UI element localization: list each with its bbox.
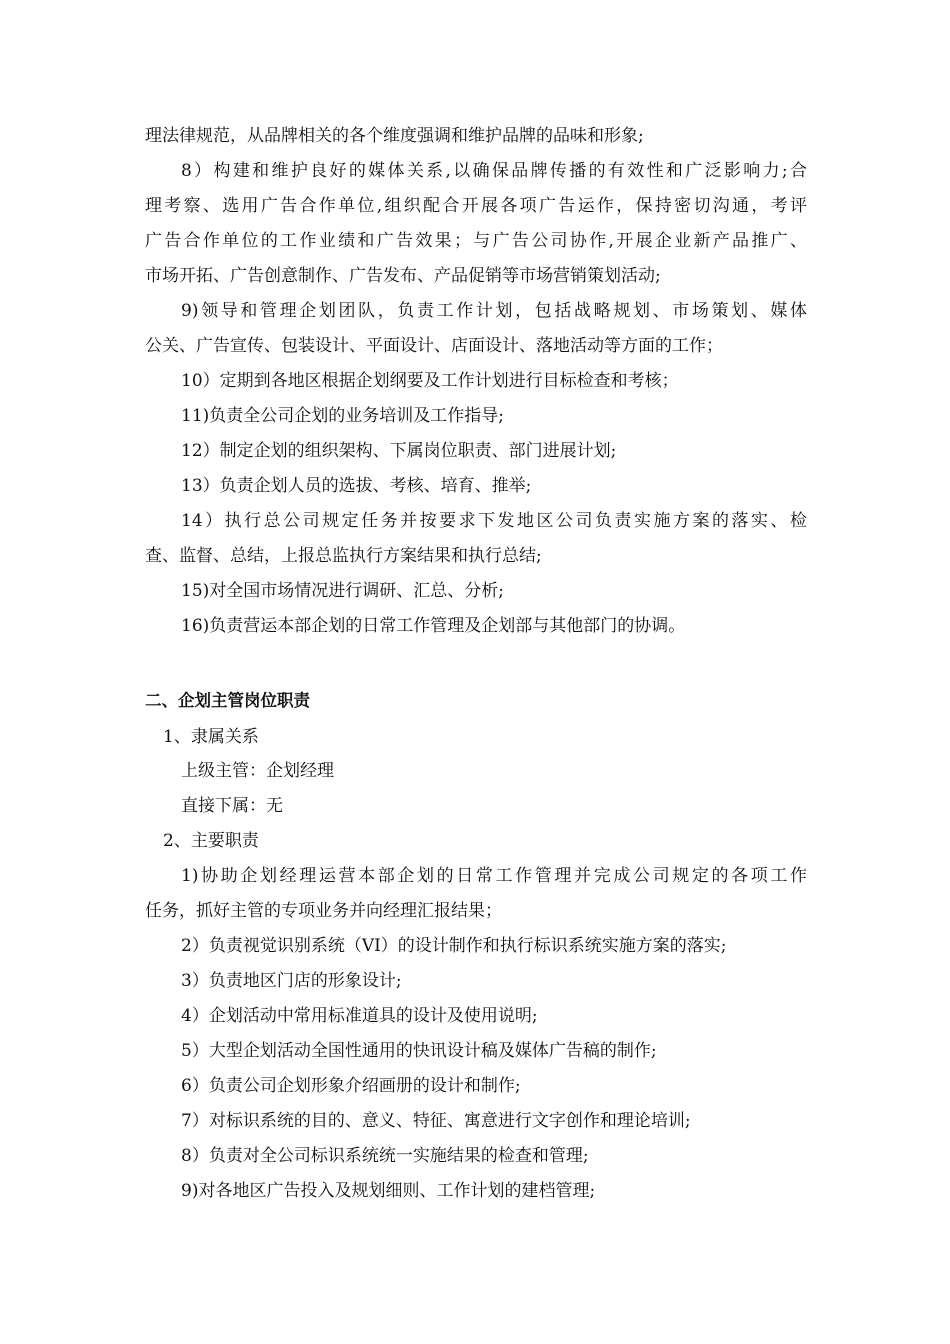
paragraph-line: 13）负责企划人员的选拔、考核、培育、推举; <box>181 476 532 496</box>
paragraph-line: 8）构建和维护良好的媒体关系,以确保品牌传播的有效性和广泛影响力;合 <box>181 161 807 181</box>
paragraph-line: 2）负责视觉识别系统（VI）的设计制作和执行标识系统实施方案的落实; <box>181 936 727 956</box>
paragraph-line: 5）大型企划活动全国性通用的快讯设计稿及媒体广告稿的制作; <box>181 1041 657 1061</box>
paragraph-line: 4）企划活动中常用标准道具的设计及使用说明; <box>181 1006 538 1026</box>
subsection-title: 2、主要职责 <box>163 831 259 851</box>
paragraph-line: 理法律规范，从品牌相关的各个维度强调和维护品牌的品味和形象; <box>145 126 644 146</box>
paragraph-line: 10）定期到各地区根据企划纲要及工作计划进行目标检查和考核； <box>181 371 679 391</box>
paragraph-line: 16)负责营运本部企划的日常工作管理及企划部与其他部门的协调。 <box>181 616 686 636</box>
paragraph-line: 理考察、选用广告合作单位,组织配合开展各项广告运作，保持密切沟通，考评 <box>145 196 807 216</box>
section-heading: 二、企划主管岗位职责 <box>145 691 310 710</box>
paragraph-line: 任务，抓好主管的专项业务并向经理汇报结果； <box>145 901 502 921</box>
paragraph-line: 上级主管：企划经理 <box>181 761 334 781</box>
paragraph-line: 9)领导和管理企划团队，负责工作计划，包括战略规划、市场策划、媒体 <box>181 301 807 321</box>
subsection-title: 1、隶属关系 <box>163 727 259 747</box>
paragraph-line: 11)负责全公司企划的业务培训及工作指导; <box>181 406 504 426</box>
paragraph-line: 12）制定企划的组织架构、下属岗位职责、部门进展计划; <box>181 441 617 461</box>
paragraph-line: 公关、广告宣传、包装设计、平面设计、店面设计、落地活动等方面的工作； <box>145 336 723 356</box>
paragraph-line: 7）对标识系统的目的、意义、特征、寓意进行文字创作和理论培训; <box>181 1111 691 1131</box>
paragraph-line: 查、监督、总结，上报总监执行方案结果和执行总结; <box>145 546 542 566</box>
paragraph-line: 14）执行总公司规定任务并按要求下发地区公司负责实施方案的落实、检 <box>181 511 807 531</box>
paragraph-line: 1)协助企划经理运营本部企划的日常工作管理并完成公司规定的各项工作 <box>181 866 807 886</box>
paragraph-line: 直接下属：无 <box>181 796 283 816</box>
paragraph-line: 市场开拓、广告创意制作、广告发布、产品促销等市场营销策划活动; <box>145 266 661 286</box>
paragraph-line: 广告合作单位的工作业绩和广告效果；与广告公司协作,开展企业新产品推广、 <box>145 231 807 251</box>
paragraph-line: 3）负责地区门店的形象设计; <box>181 971 402 991</box>
paragraph-line: 8）负责对全公司标识系统统一实施结果的检查和管理; <box>181 1146 589 1166</box>
paragraph-line: 6）负责公司企划形象介绍画册的设计和制作; <box>181 1076 521 1096</box>
paragraph-line: 9)对各地区广告投入及规划细则、工作计划的建档管理; <box>181 1181 596 1201</box>
paragraph-line: 15)对全国市场情况进行调研、汇总、分析; <box>181 581 504 601</box>
